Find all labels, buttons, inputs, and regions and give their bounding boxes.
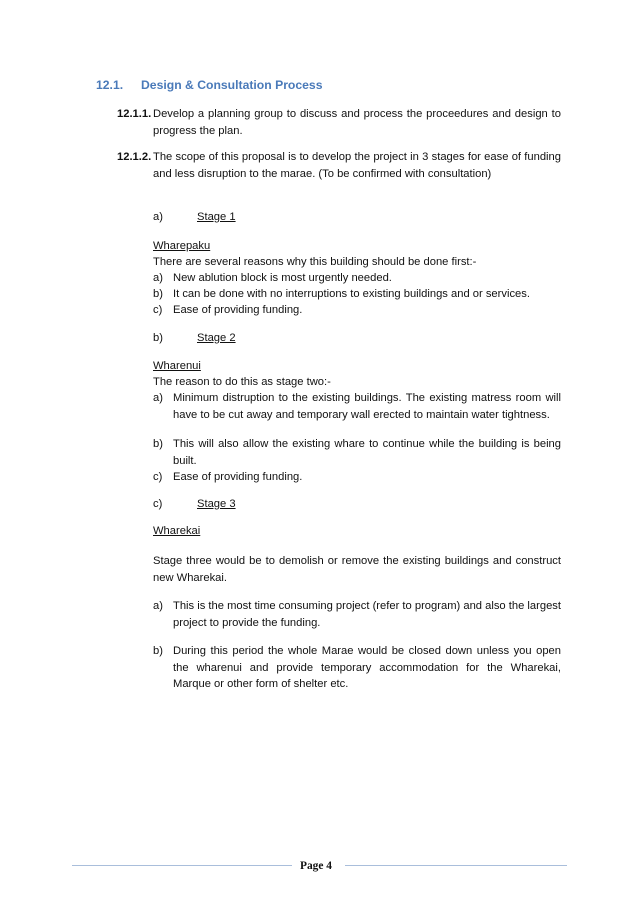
item-text: During this period the whole Marae would be closed down unless you open the wharenui and provide temporary accommodation for the Wharekai, Marque or other form of shelter etc. [173,645,561,690]
stage-2-label: Stage 2 [197,332,236,344]
stage-3-letter: c) [153,498,163,510]
item-text: This is the most time consuming project (refer to program) and also the largest project to provide the funding. [173,600,561,629]
page-number: Page 4 [300,860,332,872]
section-number: 12.1. [96,78,124,92]
item-letter: a) [153,272,163,284]
stage-2-letter: b) [153,332,163,344]
item-text: Ease of providing funding. [173,304,303,316]
item-letter: a) [153,392,163,404]
item-text: New ablution block is most urgently needed. [173,272,392,284]
subsection-text-1 [153,106,561,139]
stage-3-intro: Stage three would be to demolish or remove the existing buildings and construct new Wharekai. [153,555,561,584]
footer-rule-left [72,865,292,866]
stage-3-building-name: Wharekai [153,525,201,537]
item-text: It can be done with no interruptions to existing buildings and or services. [173,288,530,300]
item-letter: a) [153,600,163,612]
stage-2-intro: The reason to do this as stage two:- [153,376,331,388]
stage-2-building-name: Wharenui [153,360,201,372]
subsection-paragraph-1: Develop a planning group to discuss and process the proceedures and design to progress the plan. [153,108,561,137]
item-letter: b) [153,438,163,450]
subsection-number-2: 12.1.2. [117,151,152,163]
stage-3-label: Stage 3 [197,498,236,510]
stage-1-letter: a) [153,211,163,223]
item-letter: b) [153,288,163,300]
item-letter: c) [153,304,163,316]
subsection-number-1: 12.1.1. [117,108,152,120]
stage-1-label: Stage 1 [197,211,236,223]
subsection-text-2 [153,149,561,182]
footer-rule-right [345,865,567,866]
stage-1-intro: There are several reasons why this building should be done first:- [153,256,477,268]
item-text: Minimum distruption to the existing buildings. The existing matress room will have to be cut away and temporary wall erected to maintain water tightness. [173,392,561,421]
section-title: Design & Consultation Process [141,78,323,92]
item-text: Ease of providing funding. [173,471,303,483]
item-text: This will also allow the existing whare to continue while the building is being built. [173,438,561,467]
subsection-paragraph-2: The scope of this proposal is to develop the project in 3 stages for ease of funding and less disruption to the marae. (To be confirmed with consultation) [153,151,561,180]
item-letter: b) [153,645,163,657]
item-letter: c) [153,471,163,483]
stage-3-intro-block [153,553,561,586]
stage-1-building-name: Wharepaku [153,240,211,252]
